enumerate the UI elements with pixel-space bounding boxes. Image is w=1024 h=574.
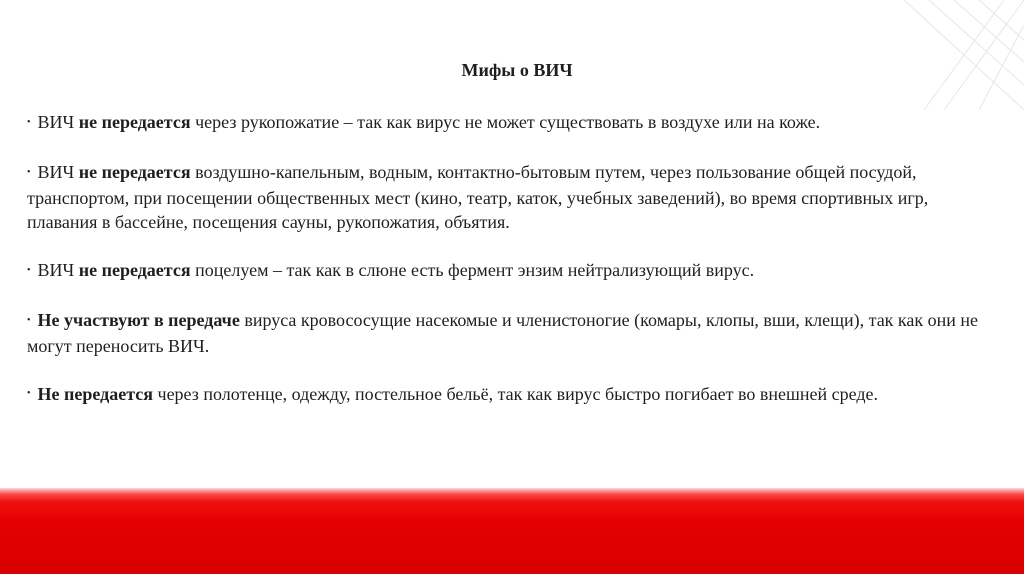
paragraph-text: через полотенце, одежду, постельное бельё, так как вирус быстро погибает во внешней среде.: [153, 383, 878, 404]
red-footer-band: [0, 488, 1024, 574]
bullet-icon: •: [27, 388, 31, 400]
slide-title: Мифы о ВИЧ: [461, 60, 573, 80]
bullet-icon: •: [27, 314, 31, 326]
paragraph-text: вируса кровососущие насекомые и членистоногие (комары, клопы, вши, клещи), так как они не могут переносить ВИЧ.: [27, 309, 979, 356]
bullet-icon: •: [27, 166, 31, 178]
paragraph-emphasis: Не передается: [37, 383, 154, 404]
slide-content: [27, 58, 987, 431]
paragraph-text: поцелуем – так как в слюне есть фермент энзим нейтрализующий вирус.: [190, 259, 755, 280]
paragraph-emphasis: не передается: [78, 259, 191, 280]
paragraph-text: ВИЧ: [37, 161, 79, 182]
paragraph-emphasis: Не участвуют в передаче: [37, 309, 240, 330]
bullet-icon: •: [27, 264, 31, 276]
paragraph-emphasis: не передается: [78, 112, 191, 132]
paragraph-text: ВИЧ: [37, 112, 79, 132]
myth-paragraph-5: [27, 382, 987, 408]
paragraph-text: воздушно-капельным, водным, контактно-бытовым путем, через пользование общей посудой, транспортом, при посещении общественных мест (кино, театр, каток, учебных заведений), во время спортивных игр, плавания в бассейне, посещения сауны, рукопожатия, объятия.: [27, 161, 929, 232]
myth-paragraph-1: [27, 110, 987, 136]
myth-paragraph-3: [27, 258, 987, 284]
bullet-icon: •: [27, 116, 31, 128]
paragraph-text: через рукопожатие – так как вирус не может существовать в воздухе или на коже.: [190, 112, 821, 132]
paragraph-text: ВИЧ: [37, 259, 79, 280]
myth-paragraph-2: [27, 160, 987, 234]
paragraph-emphasis: не передается: [78, 161, 191, 182]
myth-paragraph-4: [27, 308, 987, 358]
